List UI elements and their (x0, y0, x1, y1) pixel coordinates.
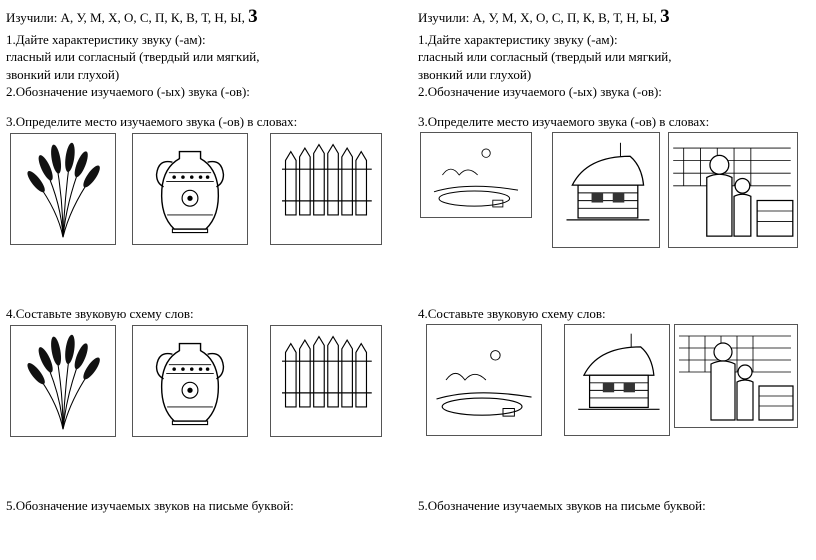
vase-icon (133, 134, 247, 244)
task1-line1: 1.Дайте характеристику звуку (-ам): (6, 32, 206, 47)
task4-label: 4.Составьте звуковую схему слов: (418, 306, 606, 321)
lake-picture (426, 324, 542, 436)
snowy-hut-icon (565, 325, 669, 435)
hut-picture (552, 132, 660, 248)
hut-picture (564, 324, 670, 436)
vase-picture (132, 325, 248, 437)
studied-header (6, 6, 258, 27)
fence-picture (270, 133, 382, 245)
vase-icon (133, 326, 247, 436)
task4-label: 4.Составьте звуковую схему слов: (6, 306, 194, 321)
task1-line3: звонкий или глухой) (6, 67, 120, 82)
task1-line1: 1.Дайте характеристику звуку (-ам): (418, 32, 618, 47)
left-worksheet (0, 0, 400, 560)
shop-picture (668, 132, 798, 248)
fence-icon (271, 326, 381, 436)
wheat-picture (10, 133, 116, 245)
fence-picture (270, 325, 382, 437)
studied-number: 3 (660, 6, 670, 27)
wheat-picture (10, 325, 116, 437)
studied-header (418, 6, 670, 27)
lake-landscape-icon (427, 325, 541, 435)
shop-scene-icon (675, 325, 797, 427)
task3-label: 3.Определите место изучаемого звука (-ов) в словах: (418, 114, 710, 129)
task2-label: 2.Обозначение изучаемого (-ых) звука (-ов): (418, 84, 662, 99)
studied-number: 3 (248, 6, 258, 27)
task3-label: 3.Определите место изучаемого звука (-ов) в словах: (6, 114, 298, 129)
task5-label: 5.Обозначение изучаемых звуков на письме буквой: (418, 498, 706, 513)
snowy-hut-icon (553, 133, 659, 247)
vase-picture (132, 133, 248, 245)
shop-picture (674, 324, 798, 428)
wheat-icon (11, 326, 115, 436)
task2-label: 2.Обозначение изучаемого (-ых) звука (-ов): (6, 84, 250, 99)
studied-letters: Изучили: А, У, М, Х, О, С, П, К, В, Т, Н, Ы, (418, 10, 657, 25)
task1-line3: звонкий или глухой) (418, 67, 532, 82)
right-worksheet (412, 0, 812, 560)
task1-line2: гласный или согласный (твердый или мягкий, (418, 49, 672, 64)
lake-picture (420, 132, 532, 218)
task1-line2: гласный или согласный (твердый или мягкий, (6, 49, 260, 64)
lake-landscape-icon (421, 133, 531, 217)
task5-label: 5.Обозначение изучаемых звуков на письме буквой: (6, 498, 294, 513)
fence-icon (271, 134, 381, 244)
wheat-icon (11, 134, 115, 244)
studied-letters: Изучили: А, У, М, Х, О, С, П, К, В, Т, Н, Ы, (6, 10, 245, 25)
shop-scene-icon (669, 133, 797, 247)
